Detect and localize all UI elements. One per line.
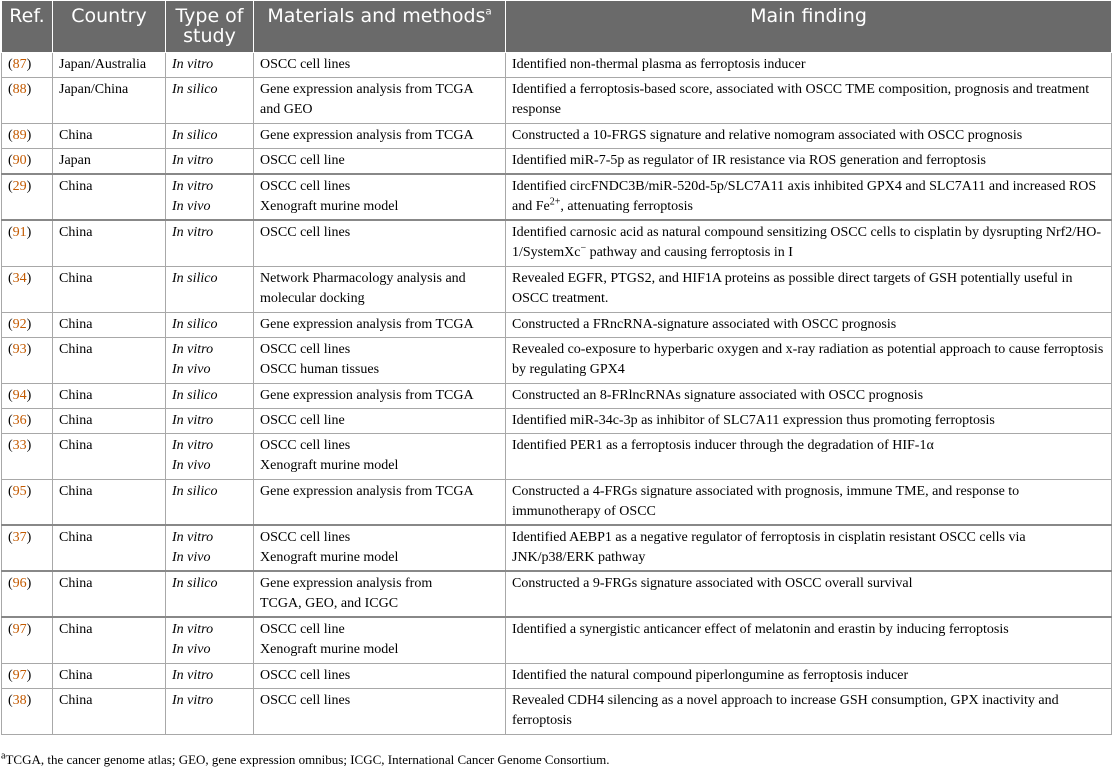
- ref-paren-close: ): [26, 57, 32, 72]
- study-type-line: In silico: [172, 316, 218, 332]
- header-methods-footnote-mark: a: [485, 6, 492, 18]
- cell-country: China: [53, 337, 166, 383]
- ref-paren-open: (: [8, 483, 13, 499]
- cell-study-type: [166, 124, 254, 149]
- cell-main-finding: [506, 266, 1112, 312]
- cell-study-type: [166, 688, 254, 734]
- cell-ref: [2, 433, 53, 479]
- ref-paren-close: ): [26, 341, 32, 357]
- methods-line: OSCC cell lines: [260, 57, 351, 72]
- cell-methods: [254, 433, 506, 479]
- study-type-line: In vivo: [172, 550, 211, 565]
- methods-line: OSCC cell lines: [260, 179, 351, 194]
- table-footnote: [1, 752, 609, 768]
- study-type-line: In vitro: [172, 667, 214, 683]
- cell-main-finding: [506, 525, 1112, 571]
- ref-paren-open: (: [8, 128, 13, 143]
- ref-link[interactable]: 33: [12, 437, 27, 453]
- cell-study-type: [166, 663, 254, 688]
- finding-text: Revealed co-exposure to hyperbaric oxygen and x-ray radiation as potential approach to cause ferroptosis by regulating GPX4: [512, 341, 1104, 377]
- cell-ref: [2, 312, 53, 337]
- cell-study-type: [166, 479, 254, 525]
- ref-link[interactable]: 91: [12, 225, 27, 240]
- table-row: [2, 337, 1112, 383]
- cell-study-type: [166, 525, 254, 571]
- cell-country: China: [53, 124, 166, 149]
- ref-paren-close: ): [26, 225, 32, 240]
- methods-line: Network Pharmacology analysis and: [260, 270, 466, 286]
- cell-ref: [2, 479, 53, 525]
- table-row: [2, 220, 1112, 266]
- finding-text-tail: pathway and causing ferroptosis in I: [586, 245, 793, 260]
- table-row: [2, 617, 1112, 663]
- ref-link[interactable]: 36: [12, 412, 27, 428]
- cell-ref: [2, 78, 53, 124]
- cell-country: Japan/China: [53, 78, 166, 124]
- ref-link[interactable]: 90: [12, 153, 27, 168]
- study-type-line: In vitro: [172, 437, 214, 453]
- table-row: [2, 266, 1112, 312]
- ref-paren-open: (: [8, 225, 13, 240]
- header-country: Country: [53, 1, 166, 53]
- cell-main-finding: [506, 78, 1112, 124]
- finding-text: Identified circFNDC3B/miR-520d-5p/SLC7A11 axis inhibited GPX4 and SLC7A11 and increased ROS and Fe: [512, 179, 1097, 214]
- table-row: [2, 383, 1112, 408]
- cell-country: China: [53, 688, 166, 734]
- study-type-line: In silico: [172, 483, 218, 499]
- study-type-line: In vitro: [172, 412, 214, 428]
- cell-country: China: [53, 479, 166, 525]
- cell-main-finding: [506, 220, 1112, 266]
- methods-line: Xenograft murine model: [260, 550, 399, 565]
- methods-line: Gene expression analysis from TCGA: [260, 82, 474, 97]
- study-type-line: In silico: [172, 82, 218, 97]
- ref-paren-open: (: [8, 57, 13, 72]
- cell-methods: [254, 688, 506, 734]
- ref-link[interactable]: 38: [12, 692, 27, 708]
- finding-superscript: −: [580, 242, 587, 254]
- finding-text: Revealed CDH4 silencing as a novel approach to increase GSH consumption, GPX inactivity and ferroptosis: [512, 692, 1059, 728]
- ref-link[interactable]: 37: [12, 530, 27, 545]
- table-row: [2, 124, 1112, 149]
- cell-ref: [2, 525, 53, 571]
- cell-country: China: [53, 433, 166, 479]
- header-type: Type of study: [166, 1, 254, 53]
- finding-text: Constructed a FRncRNA-signature associated with OSCC prognosis: [512, 316, 897, 332]
- cell-study-type: [166, 337, 254, 383]
- ref-link[interactable]: 93: [12, 341, 27, 357]
- finding-text: Revealed EGFR, PTGS2, and HIF1A proteins as possible direct targets of GSH potentially useful in OSCC treatment.: [512, 270, 1073, 306]
- methods-line: OSCC cell line: [260, 412, 345, 428]
- methods-line: OSCC cell lines: [260, 437, 351, 453]
- ref-link[interactable]: 96: [12, 576, 27, 591]
- methods-line: OSCC cell lines: [260, 530, 351, 545]
- footnote-mark: a: [1, 750, 6, 762]
- cell-methods: [254, 53, 506, 78]
- ref-paren-close: ): [26, 530, 32, 545]
- cell-country: China: [53, 525, 166, 571]
- table-body: [2, 53, 1112, 735]
- ref-paren-close: ): [26, 387, 32, 403]
- cell-ref: [2, 383, 53, 408]
- cell-main-finding: [506, 337, 1112, 383]
- cell-main-finding: [506, 174, 1112, 220]
- cell-country: Japan: [53, 149, 166, 175]
- study-type-line: In vivo: [172, 361, 211, 377]
- methods-line: OSCC cell lines: [260, 341, 351, 357]
- ref-paren-open: (: [8, 530, 13, 545]
- cell-study-type: [166, 312, 254, 337]
- methods-line: Gene expression analysis from TCGA: [260, 316, 474, 332]
- cell-methods: [254, 266, 506, 312]
- cell-country: China: [53, 220, 166, 266]
- methods-line: TCGA, GEO, and ICGC: [260, 596, 399, 611]
- methods-line: OSCC cell line: [260, 153, 345, 168]
- ref-paren-open: (: [8, 82, 13, 97]
- cell-methods: [254, 571, 506, 617]
- finding-text: Constructed a 10-FRGS signature and relative nomogram associated with OSCC prognosis: [512, 128, 1023, 143]
- methods-line: and GEO: [260, 102, 313, 117]
- ref-paren-open: (: [8, 622, 13, 637]
- study-type-line: In vitro: [172, 57, 214, 72]
- study-type-line: In vitro: [172, 622, 214, 637]
- cell-country: China: [53, 174, 166, 220]
- cell-country: China: [53, 383, 166, 408]
- methods-line: OSCC cell line: [260, 622, 345, 637]
- cell-main-finding: [506, 408, 1112, 433]
- cell-main-finding: [506, 433, 1112, 479]
- cell-methods: [254, 408, 506, 433]
- cell-main-finding: [506, 149, 1112, 175]
- study-type-line: In vivo: [172, 199, 211, 214]
- cell-country: Japan/Australia: [53, 53, 166, 78]
- cell-study-type: [166, 266, 254, 312]
- methods-line: Gene expression analysis from TCGA: [260, 483, 474, 499]
- table-row: [2, 408, 1112, 433]
- cell-study-type: [166, 220, 254, 266]
- cell-study-type: [166, 149, 254, 175]
- table-row: [2, 525, 1112, 571]
- finding-text: Identified AEBP1 as a negative regulator of ferroptosis in cisplatin resistant OSCC cells via JNK/p38/ERK pathway: [512, 530, 1026, 565]
- study-type-line: In vivo: [172, 642, 211, 657]
- header-methods: [254, 1, 506, 53]
- ref-paren-close: ): [26, 412, 32, 428]
- methods-line: Xenograft murine model: [260, 199, 399, 214]
- cell-ref: [2, 220, 53, 266]
- study-type-line: In vitro: [172, 179, 214, 194]
- cell-methods: [254, 617, 506, 663]
- ref-paren-open: (: [8, 412, 13, 428]
- cell-main-finding: [506, 312, 1112, 337]
- finding-text: Identified miR-34c-3p as inhibitor of SLC7A11 expression thus promoting ferroptosis: [512, 412, 995, 428]
- finding-text: Identified miR-7-5p as regulator of IR resistance via ROS generation and ferroptosis: [512, 153, 986, 168]
- cell-main-finding: [506, 617, 1112, 663]
- finding-superscript: 2+: [549, 196, 561, 208]
- cell-methods: [254, 663, 506, 688]
- finding-text: Identified the natural compound piperlongumine as ferroptosis inducer: [512, 667, 909, 683]
- ref-link[interactable]: 87: [12, 57, 27, 72]
- ref-paren-open: (: [8, 437, 13, 453]
- methods-line: Gene expression analysis from TCGA: [260, 387, 474, 403]
- methods-line: OSCC cell lines: [260, 667, 351, 683]
- ref-paren-close: ): [26, 270, 32, 286]
- study-type-line: In vitro: [172, 225, 214, 240]
- cell-ref: [2, 571, 53, 617]
- ref-paren-open: (: [8, 692, 13, 708]
- finding-text: Identified PER1 as a ferroptosis inducer through the degradation of HIF-1α: [512, 437, 934, 453]
- finding-text: Identified carnosic acid as natural compound sensitizing OSCC cells to cisplatin by dysrupting Nrf2/HO-1/SystemXc: [512, 225, 1102, 260]
- finding-text: Constructed a 4-FRGs signature associated with prognosis, immune TME, and response to immunotherapy of OSCC: [512, 483, 1020, 519]
- table-row: [2, 149, 1112, 175]
- table-row: [2, 174, 1112, 220]
- cell-country: China: [53, 617, 166, 663]
- cell-methods: [254, 78, 506, 124]
- cell-study-type: [166, 383, 254, 408]
- cell-study-type: [166, 53, 254, 78]
- cell-study-type: [166, 433, 254, 479]
- methods-line: OSCC human tissues: [260, 361, 380, 377]
- finding-text: Constructed an 8-FRlncRNAs signature associated with OSCC prognosis: [512, 387, 924, 403]
- cell-study-type: [166, 571, 254, 617]
- study-type-line: In vivo: [172, 457, 211, 473]
- ref-link[interactable]: 92: [12, 316, 27, 332]
- cell-main-finding: [506, 124, 1112, 149]
- header-finding: Main finding: [506, 1, 1112, 53]
- cell-methods: [254, 149, 506, 175]
- ref-paren-open: (: [8, 576, 13, 591]
- table-row: [2, 663, 1112, 688]
- ref-paren-open: (: [8, 387, 13, 403]
- ref-paren-close: ): [26, 128, 32, 143]
- table-row: [2, 688, 1112, 734]
- cell-ref: [2, 663, 53, 688]
- cell-methods: [254, 525, 506, 571]
- ref-paren-close: ): [26, 437, 32, 453]
- cell-ref: [2, 266, 53, 312]
- table-row: [2, 53, 1112, 78]
- cell-country: China: [53, 571, 166, 617]
- ref-paren-close: ): [26, 153, 32, 168]
- ref-paren-close: ): [26, 667, 32, 683]
- header-methods-label: Materials and methods: [267, 5, 486, 27]
- ref-paren-close: ): [26, 692, 32, 708]
- cell-methods: [254, 383, 506, 408]
- methods-line: Xenograft murine model: [260, 457, 399, 473]
- cell-methods: [254, 220, 506, 266]
- cell-main-finding: [506, 479, 1112, 525]
- cell-ref: [2, 617, 53, 663]
- footnote-text: TCGA, the cancer genome atlas; GEO, gene expression omnibus; ICGC, International Cancer Genome Consortium.: [5, 752, 610, 767]
- cell-study-type: [166, 408, 254, 433]
- ref-link[interactable]: 34: [12, 270, 27, 286]
- methods-line: OSCC cell lines: [260, 692, 351, 708]
- ref-paren-open: (: [8, 179, 13, 194]
- cell-country: China: [53, 663, 166, 688]
- ref-link[interactable]: 94: [12, 387, 27, 403]
- header-ref: Ref.: [2, 1, 53, 53]
- finding-text: Identified a ferroptosis-based score, associated with OSCC TME composition, prognosis and treatment response: [512, 82, 1090, 117]
- cell-main-finding: [506, 53, 1112, 78]
- studies-table: [1, 0, 1112, 735]
- ref-paren-close: ): [26, 316, 32, 332]
- cell-ref: [2, 337, 53, 383]
- cell-methods: [254, 124, 506, 149]
- cell-study-type: [166, 174, 254, 220]
- cell-methods: [254, 337, 506, 383]
- cell-main-finding: [506, 571, 1112, 617]
- study-type-line: In silico: [172, 270, 218, 286]
- table-row: [2, 312, 1112, 337]
- ref-paren-open: (: [8, 341, 13, 357]
- study-type-line: In silico: [172, 387, 218, 403]
- ref-paren-open: (: [8, 316, 13, 332]
- methods-line: Xenograft murine model: [260, 642, 399, 657]
- methods-line: OSCC cell lines: [260, 225, 351, 240]
- ref-link[interactable]: 88: [12, 82, 27, 97]
- study-type-line: In vitro: [172, 153, 214, 168]
- ref-link[interactable]: 97: [12, 622, 27, 637]
- cell-study-type: [166, 617, 254, 663]
- study-type-line: In vitro: [172, 341, 214, 357]
- ref-paren-close: ): [26, 576, 32, 591]
- cell-country: China: [53, 266, 166, 312]
- ref-paren-open: (: [8, 270, 13, 286]
- methods-line: Gene expression analysis from: [260, 576, 433, 591]
- table-header: [2, 1, 1112, 53]
- table-row: [2, 78, 1112, 124]
- cell-main-finding: [506, 688, 1112, 734]
- finding-text: Constructed a 9-FRGs signature associated with OSCC overall survival: [512, 576, 913, 591]
- cell-methods: [254, 479, 506, 525]
- finding-text-tail: , attenuating ferroptosis: [560, 199, 693, 214]
- methods-line: Gene expression analysis from TCGA: [260, 128, 474, 143]
- study-type-line: In silico: [172, 128, 218, 143]
- ref-paren-close: ): [26, 622, 32, 637]
- ref-paren-open: (: [8, 153, 13, 168]
- cell-ref: [2, 408, 53, 433]
- cell-ref: [2, 124, 53, 149]
- cell-methods: [254, 312, 506, 337]
- cell-ref: [2, 688, 53, 734]
- ref-paren-close: ): [26, 483, 32, 499]
- ref-paren-close: ): [26, 179, 32, 194]
- cell-ref: [2, 53, 53, 78]
- ref-paren-open: (: [8, 667, 13, 683]
- study-type-line: In silico: [172, 576, 218, 591]
- study-type-line: In vitro: [172, 692, 214, 708]
- ref-paren-close: ): [26, 82, 32, 97]
- study-type-line: In vitro: [172, 530, 214, 545]
- cell-methods: [254, 174, 506, 220]
- finding-text: Identified a synergistic anticancer effect of melatonin and erastin by inducing ferroptosis: [512, 622, 1009, 637]
- cell-country: China: [53, 408, 166, 433]
- ref-link[interactable]: 89: [12, 128, 27, 143]
- cell-main-finding: [506, 383, 1112, 408]
- cell-ref: [2, 174, 53, 220]
- finding-text: Identified non-thermal plasma as ferroptosis inducer: [512, 57, 806, 72]
- cell-ref: [2, 149, 53, 175]
- cell-main-finding: [506, 663, 1112, 688]
- methods-line: molecular docking: [260, 290, 365, 306]
- table-row: [2, 571, 1112, 617]
- cell-study-type: [166, 78, 254, 124]
- cell-country: China: [53, 312, 166, 337]
- ref-link[interactable]: 97: [12, 667, 27, 683]
- table-row: [2, 479, 1112, 525]
- ref-link[interactable]: 95: [12, 483, 27, 499]
- table-row: [2, 433, 1112, 479]
- ref-link[interactable]: 29: [12, 179, 27, 194]
